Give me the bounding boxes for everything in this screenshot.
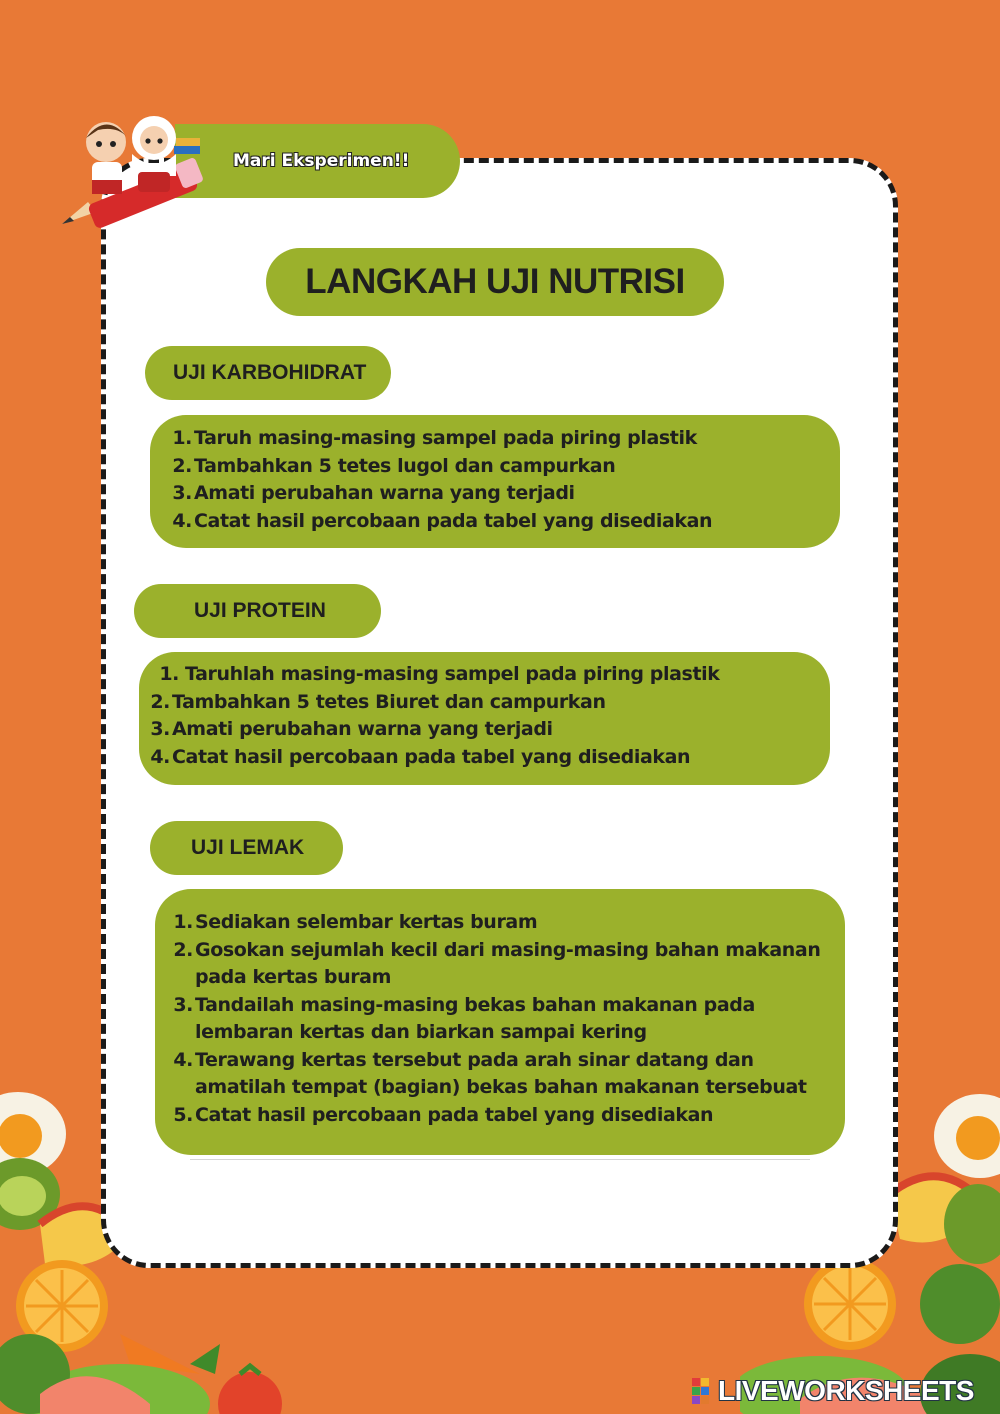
page-title-text: LANGKAH UJI NUTRISI xyxy=(305,262,685,301)
list-item: 4. Catat hasil percobaan pada tabel yang disediakan xyxy=(172,509,713,532)
list-item: 1. Taruhlah masing-masing sampel pada piring plastik xyxy=(159,663,720,685)
list-item: 3. Amati perubahan warna yang terjadi xyxy=(150,718,553,740)
liveworksheets-watermark xyxy=(692,1374,974,1408)
divider xyxy=(190,1159,810,1160)
list-item: 2. Tambahkan 5 tetes Biuret dan campurkan xyxy=(150,690,606,713)
steps-list xyxy=(148,661,816,771)
liveworksheets-logo-icon xyxy=(692,1376,718,1406)
page-title xyxy=(266,248,724,316)
list-item: 4. Terawang kertas tersebut pada arah sinar datang dan amatilah tempat (bagian) bekas bahan makanan tersebuat xyxy=(173,1048,807,1098)
list-item: 3. Amati perubahan warna yang terjadi xyxy=(172,482,575,504)
section-label-protein xyxy=(134,584,381,638)
list-item: 1. Sediakan selembar kertas buram xyxy=(173,911,538,933)
section-label-karbohidrat xyxy=(145,346,391,400)
list-item: 1. Taruh masing-masing sampel pada piring plastik xyxy=(172,427,697,449)
list-item: 3. Tandailah masing-masing bekas bahan makanan pada lembaran kertas dan biarkan sampai kering xyxy=(173,993,755,1043)
steps-box-karbohidrat xyxy=(150,415,840,548)
list-item: 2. Tambahkan 5 tetes lugol dan campurkan xyxy=(172,454,616,477)
steps-box-protein xyxy=(139,652,830,785)
section-label-text: UJI PROTEIN xyxy=(194,599,326,622)
section-label-text: UJI KARBOHIDRAT xyxy=(173,361,367,384)
list-item: 5. Catat hasil percobaan pada tabel yang disediakan xyxy=(173,1103,714,1126)
list-item: 4. Catat hasil percobaan pada tabel yang disediakan xyxy=(150,745,691,768)
section-label-lemak xyxy=(150,821,343,875)
section-label-text: UJI LEMAK xyxy=(191,836,305,859)
watermark-text: LIVEWORKSHEETS xyxy=(718,1375,974,1406)
header-tab xyxy=(175,124,460,198)
steps-list xyxy=(170,425,826,535)
steps-box-lemak xyxy=(155,889,845,1155)
kids-on-pencil-illustration xyxy=(58,106,208,230)
list-item: 2. Gosokan sejumlah kecil dari masing-masing bahan makanan pada kertas buram xyxy=(173,938,821,988)
steps-list xyxy=(171,909,837,1129)
header-tab-label: Mari Eksperimen!! xyxy=(233,151,410,171)
